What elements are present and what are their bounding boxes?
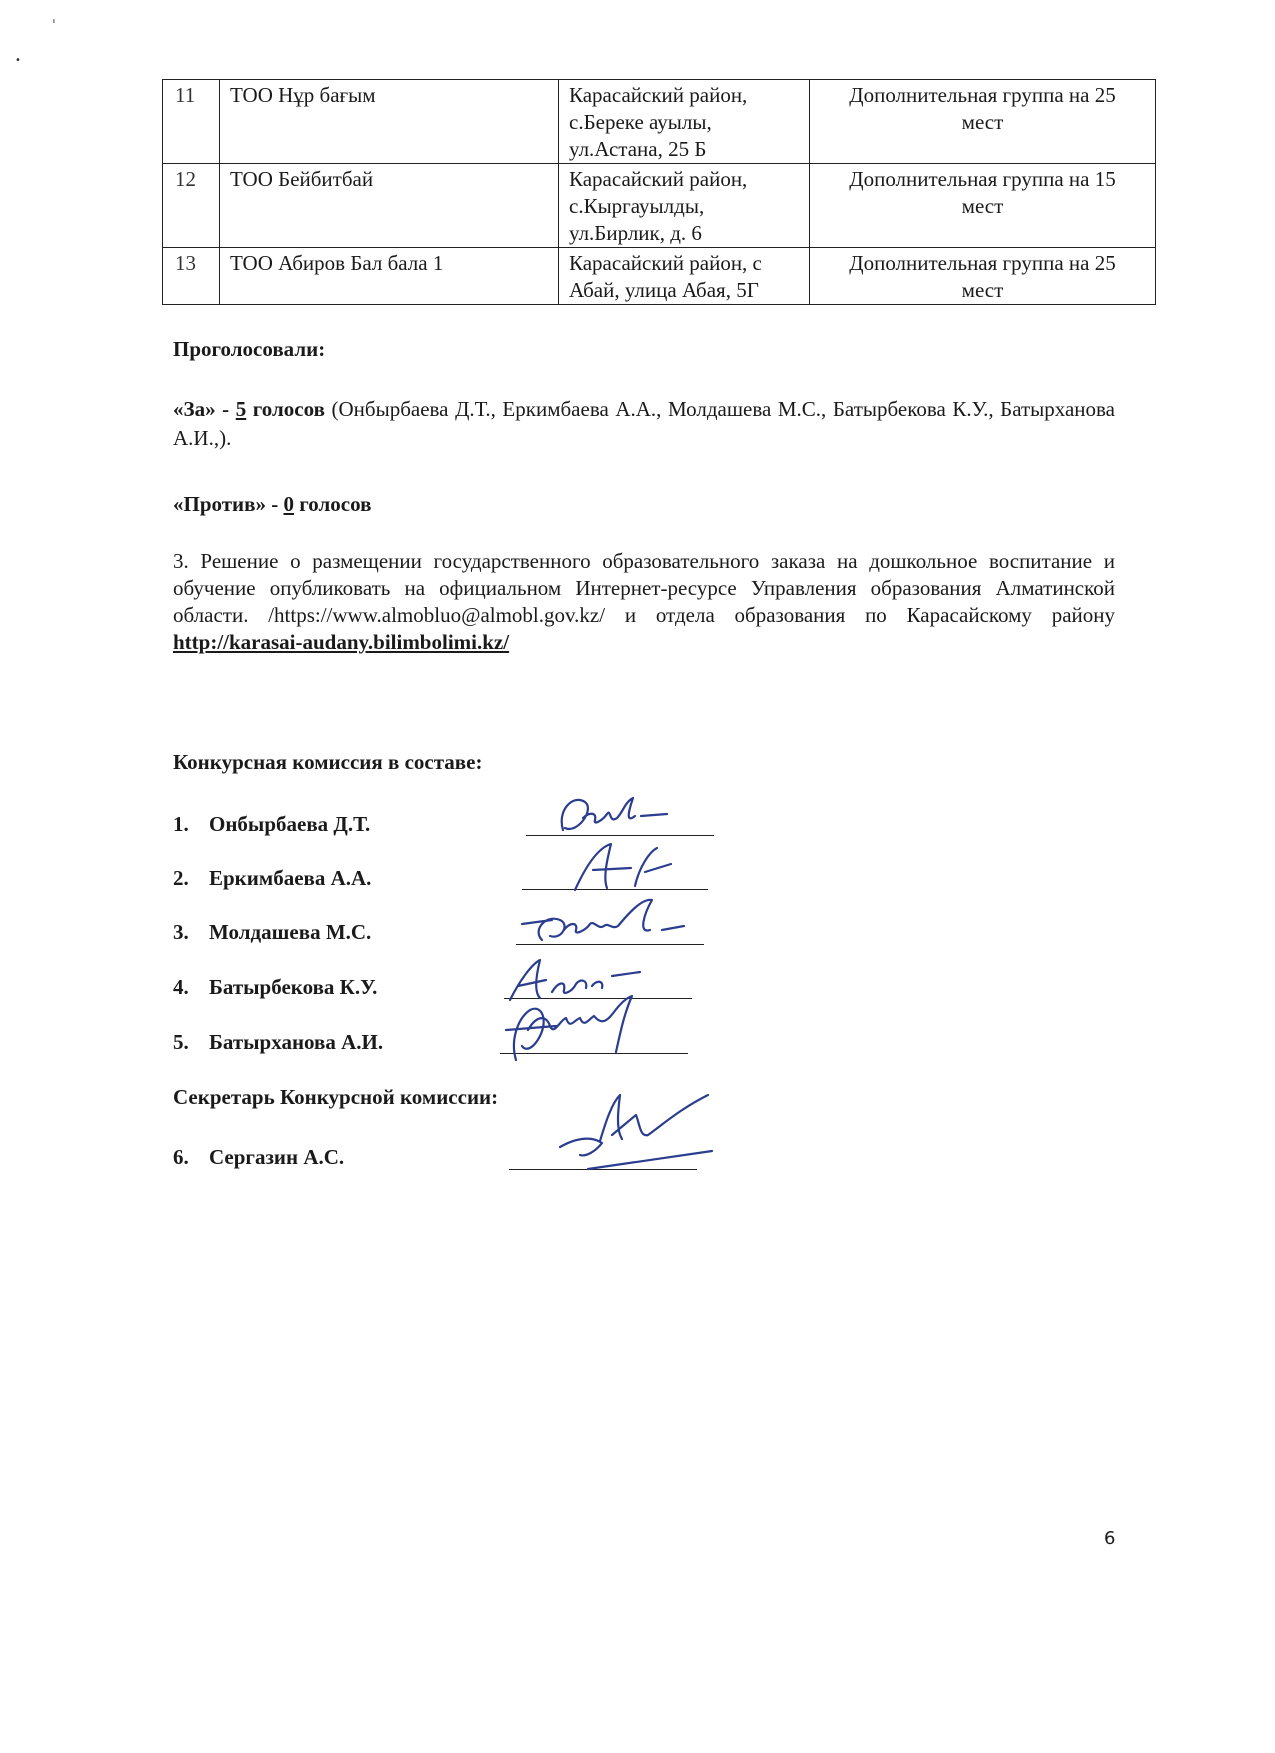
commission-member bbox=[173, 975, 377, 1000]
group-note: Дополнительная группа на 25 мест bbox=[810, 248, 1156, 305]
decision-paragraph bbox=[173, 548, 1115, 656]
member-number: 2. bbox=[173, 866, 189, 890]
table-row bbox=[163, 248, 1156, 305]
member-name: Онбырбаева Д.Т. bbox=[209, 812, 371, 836]
group-note: Дополнительная группа на 15 мест bbox=[810, 164, 1156, 248]
signature-5 bbox=[496, 990, 656, 1070]
member-name: Батырханова А.И. bbox=[209, 1030, 384, 1054]
member-name: Еркимбаева А.А. bbox=[209, 866, 372, 890]
organization-address: Карасайский район, с.Кыргауылды, ул.Бирлик, д. 6 bbox=[559, 164, 810, 248]
vote-for-names: (Онбырбаева Д.Т., Еркимбаева А.А., Молдашева М.С., Батырбекова К.У., Батырханова А.И.,). bbox=[173, 397, 1116, 450]
organizations-table bbox=[162, 79, 1156, 305]
commission-member bbox=[173, 920, 371, 945]
organization-address: Карасайский район, с.Береке ауылы, ул.Астана, 25 Б bbox=[559, 80, 810, 164]
commission-heading: Конкурсная комиссия в составе: bbox=[173, 750, 483, 774]
member-number: 5. bbox=[173, 1030, 189, 1054]
scan-speck: • bbox=[15, 55, 21, 66]
vote-heading: Проголосовали: bbox=[173, 337, 326, 361]
signature-2 bbox=[545, 838, 715, 898]
member-name: Молдашева М.С. bbox=[209, 920, 372, 944]
row-number: 11 bbox=[163, 80, 220, 164]
organization-name: ТОО Бейбитбай bbox=[220, 164, 559, 248]
vote-for-paragraph bbox=[173, 395, 1115, 453]
vote-for-suffix: голосов bbox=[246, 397, 325, 421]
page-number: 6 bbox=[1104, 1528, 1116, 1549]
vote-for-label: «За» - bbox=[173, 397, 236, 421]
member-number: 6. bbox=[173, 1145, 189, 1169]
signature-1 bbox=[555, 790, 705, 840]
commission-member bbox=[173, 1030, 383, 1055]
decision-text: 3. Решение о размещении государственного образовательного заказа на дошкольное воспитание и обучение опубликовать на официальном Интернет-ресурсе Управления образования Алматинской области. /https://www.almobluo@almobl.gov.kz/ и отдела образования по Карасайскому району bbox=[173, 549, 1115, 627]
scan-speck: ˈ bbox=[52, 18, 56, 34]
row-number: 13 bbox=[163, 248, 220, 305]
secretary-heading: Секретарь Конкурсной комиссии: bbox=[173, 1085, 499, 1109]
row-number: 12 bbox=[163, 164, 220, 248]
table-row bbox=[163, 80, 1156, 164]
group-note: Дополнительная группа на 25 мест bbox=[810, 80, 1156, 164]
vote-for-count: 5 bbox=[235, 397, 247, 421]
organization-name: ТОО Нұр бағым bbox=[220, 80, 559, 164]
member-number: 4. bbox=[173, 975, 189, 999]
member-number: 1. bbox=[173, 812, 189, 836]
commission-member bbox=[173, 866, 371, 891]
signature-6 bbox=[540, 1085, 720, 1180]
vote-against-paragraph bbox=[173, 490, 1115, 519]
vote-against-suffix: голосов bbox=[294, 492, 372, 516]
member-number: 3. bbox=[173, 920, 189, 944]
organization-address: Карасайский район, с Абай, улица Абая, 5Г bbox=[559, 248, 810, 305]
table-row bbox=[163, 164, 1156, 248]
member-name: Батырбекова К.У. bbox=[209, 975, 378, 999]
signature-3 bbox=[512, 890, 712, 950]
district-website-link[interactable]: http://karasai-audany.bilimbolimi.kz/ bbox=[173, 630, 510, 654]
commission-member bbox=[173, 812, 370, 837]
member-name: Сергазин А.С. bbox=[209, 1145, 345, 1169]
vote-against-count: 0 bbox=[283, 492, 294, 516]
vote-against-label: «Против» - bbox=[173, 492, 284, 516]
organization-name: ТОО Абиров Бал бала 1 bbox=[220, 248, 559, 305]
secretary-member bbox=[173, 1145, 344, 1170]
